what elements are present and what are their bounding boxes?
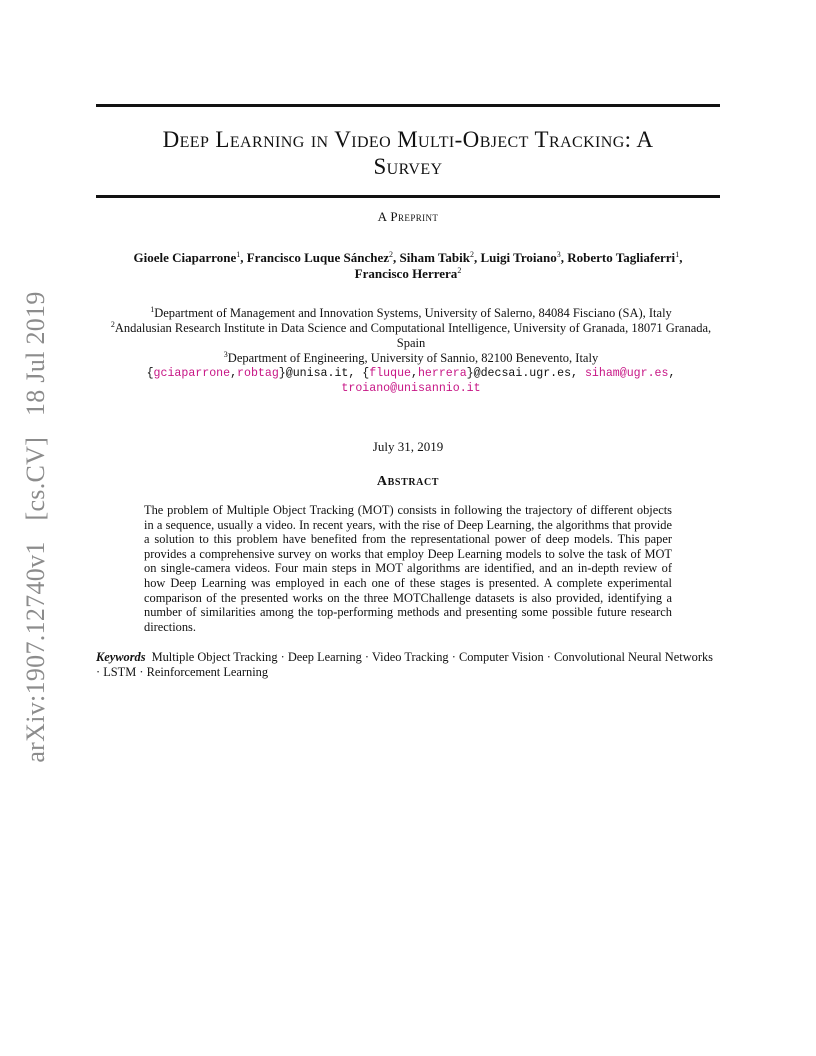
- author-name: Francisco Herrera: [354, 266, 458, 281]
- email-domain: }@decsai.ugr.es,: [466, 367, 578, 380]
- affiliation-text: Department of Management and Innovation Systems, University of Salerno, 84084 Fisciano (SA), Italy: [154, 306, 672, 320]
- affiliation-3: [96, 351, 726, 366]
- affiliations-block: [96, 306, 726, 396]
- affiliation-text: Andalusian Research Institute in Data Science and Computational Intelligence, University of Granada, 18071 Granada, Spain: [114, 321, 712, 350]
- email-brace: {: [362, 367, 370, 380]
- affiliation-number: 1: [150, 305, 155, 314]
- email-link[interactable]: herrera: [417, 367, 467, 380]
- abstract-body: The problem of Multiple Object Tracking (MOT) consists in following the trajectory of different objects in a sequence, usually a video. In recent years, with the rise of Deep Learning, the algorithms that provide a solution to this problem have benefited from the representational power of deep models. This paper provides a comprehensive survey on works that employ Deep Learning models to solve the task of MOT on single-camera videos. Four main steps in MOT algorithms are identified, and an in-depth review of how Deep Learning was employed in each one of these stages is presented. A complete experimental comparison of the presented works on the three MOTChallenge datasets is also provided, identifying a number of similarities among the top-performing methods and presenting some possible future research directions.: [144, 503, 672, 634]
- author-affiliation-mark: 2: [457, 266, 462, 275]
- affiliation-2: [96, 321, 726, 351]
- arxiv-id: arXiv:1907.12740v1: [21, 541, 50, 763]
- email-link[interactable]: robtag: [237, 367, 279, 380]
- author-affiliation-mark: 1: [236, 250, 241, 259]
- affiliation-1: [96, 306, 726, 321]
- email-link[interactable]: troiano@unisannio.it: [341, 382, 481, 395]
- preprint-label: A Preprint: [377, 209, 439, 224]
- title-line-2: Survey: [373, 154, 443, 179]
- arxiv-category: [cs.CV]: [21, 436, 50, 521]
- keywords-list: Multiple Object Tracking · Deep Learning · Video Tracking · Computer Vision · Convolutional Neural Networks · LSTM · Reinforcement Learning: [96, 650, 713, 679]
- title-bottom-rule: [96, 195, 720, 198]
- email-brace: {: [146, 367, 154, 380]
- affiliation-number: 3: [223, 350, 228, 359]
- affiliation-text: Department of Engineering, University of Sannio, 82100 Benevento, Italy: [227, 351, 599, 365]
- author-name: Luigi Troiano: [480, 250, 557, 265]
- email-link[interactable]: gciaparrone: [153, 367, 231, 380]
- author-affiliation-mark: 3: [556, 250, 561, 259]
- title-line-1: Deep Learning in Video Multi-Object Tracking: A: [162, 127, 654, 152]
- arxiv-date: 18 Jul 2019: [21, 291, 50, 416]
- abstract-heading: Abstract: [376, 474, 440, 489]
- paper-date: July 31, 2019: [372, 439, 444, 454]
- keywords-label: Keywords: [96, 650, 146, 664]
- author-name: Siham Tabik: [399, 250, 470, 265]
- email-link[interactable]: fluque: [369, 367, 411, 380]
- arxiv-stamp: [21, 277, 51, 762]
- email-line: [96, 381, 726, 396]
- email-link[interactable]: siham@ugr.es: [584, 367, 669, 380]
- author-list: Gioele Ciaparrone$^1$, Francisco Luque Sánchez$^2$, Siham Tabik$^2$, Luigi Troiano$^3$, Roberto Tagliaferri$^1$, Francisco Herrera$^2$: [133, 250, 683, 281]
- author-affiliation-mark: 2: [469, 250, 474, 259]
- email-line: {gciaparrone,robtag}@unisa.it, {fluque,herrera}@decsai.ugr.es, siham@ugr.es,: [146, 367, 676, 380]
- author-affiliation-mark: 2: [389, 250, 394, 259]
- affiliation-number: 2: [110, 320, 115, 329]
- author-name: Francisco Luque Sánchez: [246, 250, 390, 265]
- title-top-rule: [96, 104, 720, 107]
- email-domain: }@unisa.it,: [278, 367, 356, 380]
- author-affiliation-mark: 1: [675, 250, 680, 259]
- paper-title: [96, 126, 720, 180]
- author-name: Roberto Tagliaferri: [567, 250, 676, 265]
- keywords: [96, 650, 720, 680]
- author-name: Gioele Ciaparrone: [133, 250, 237, 265]
